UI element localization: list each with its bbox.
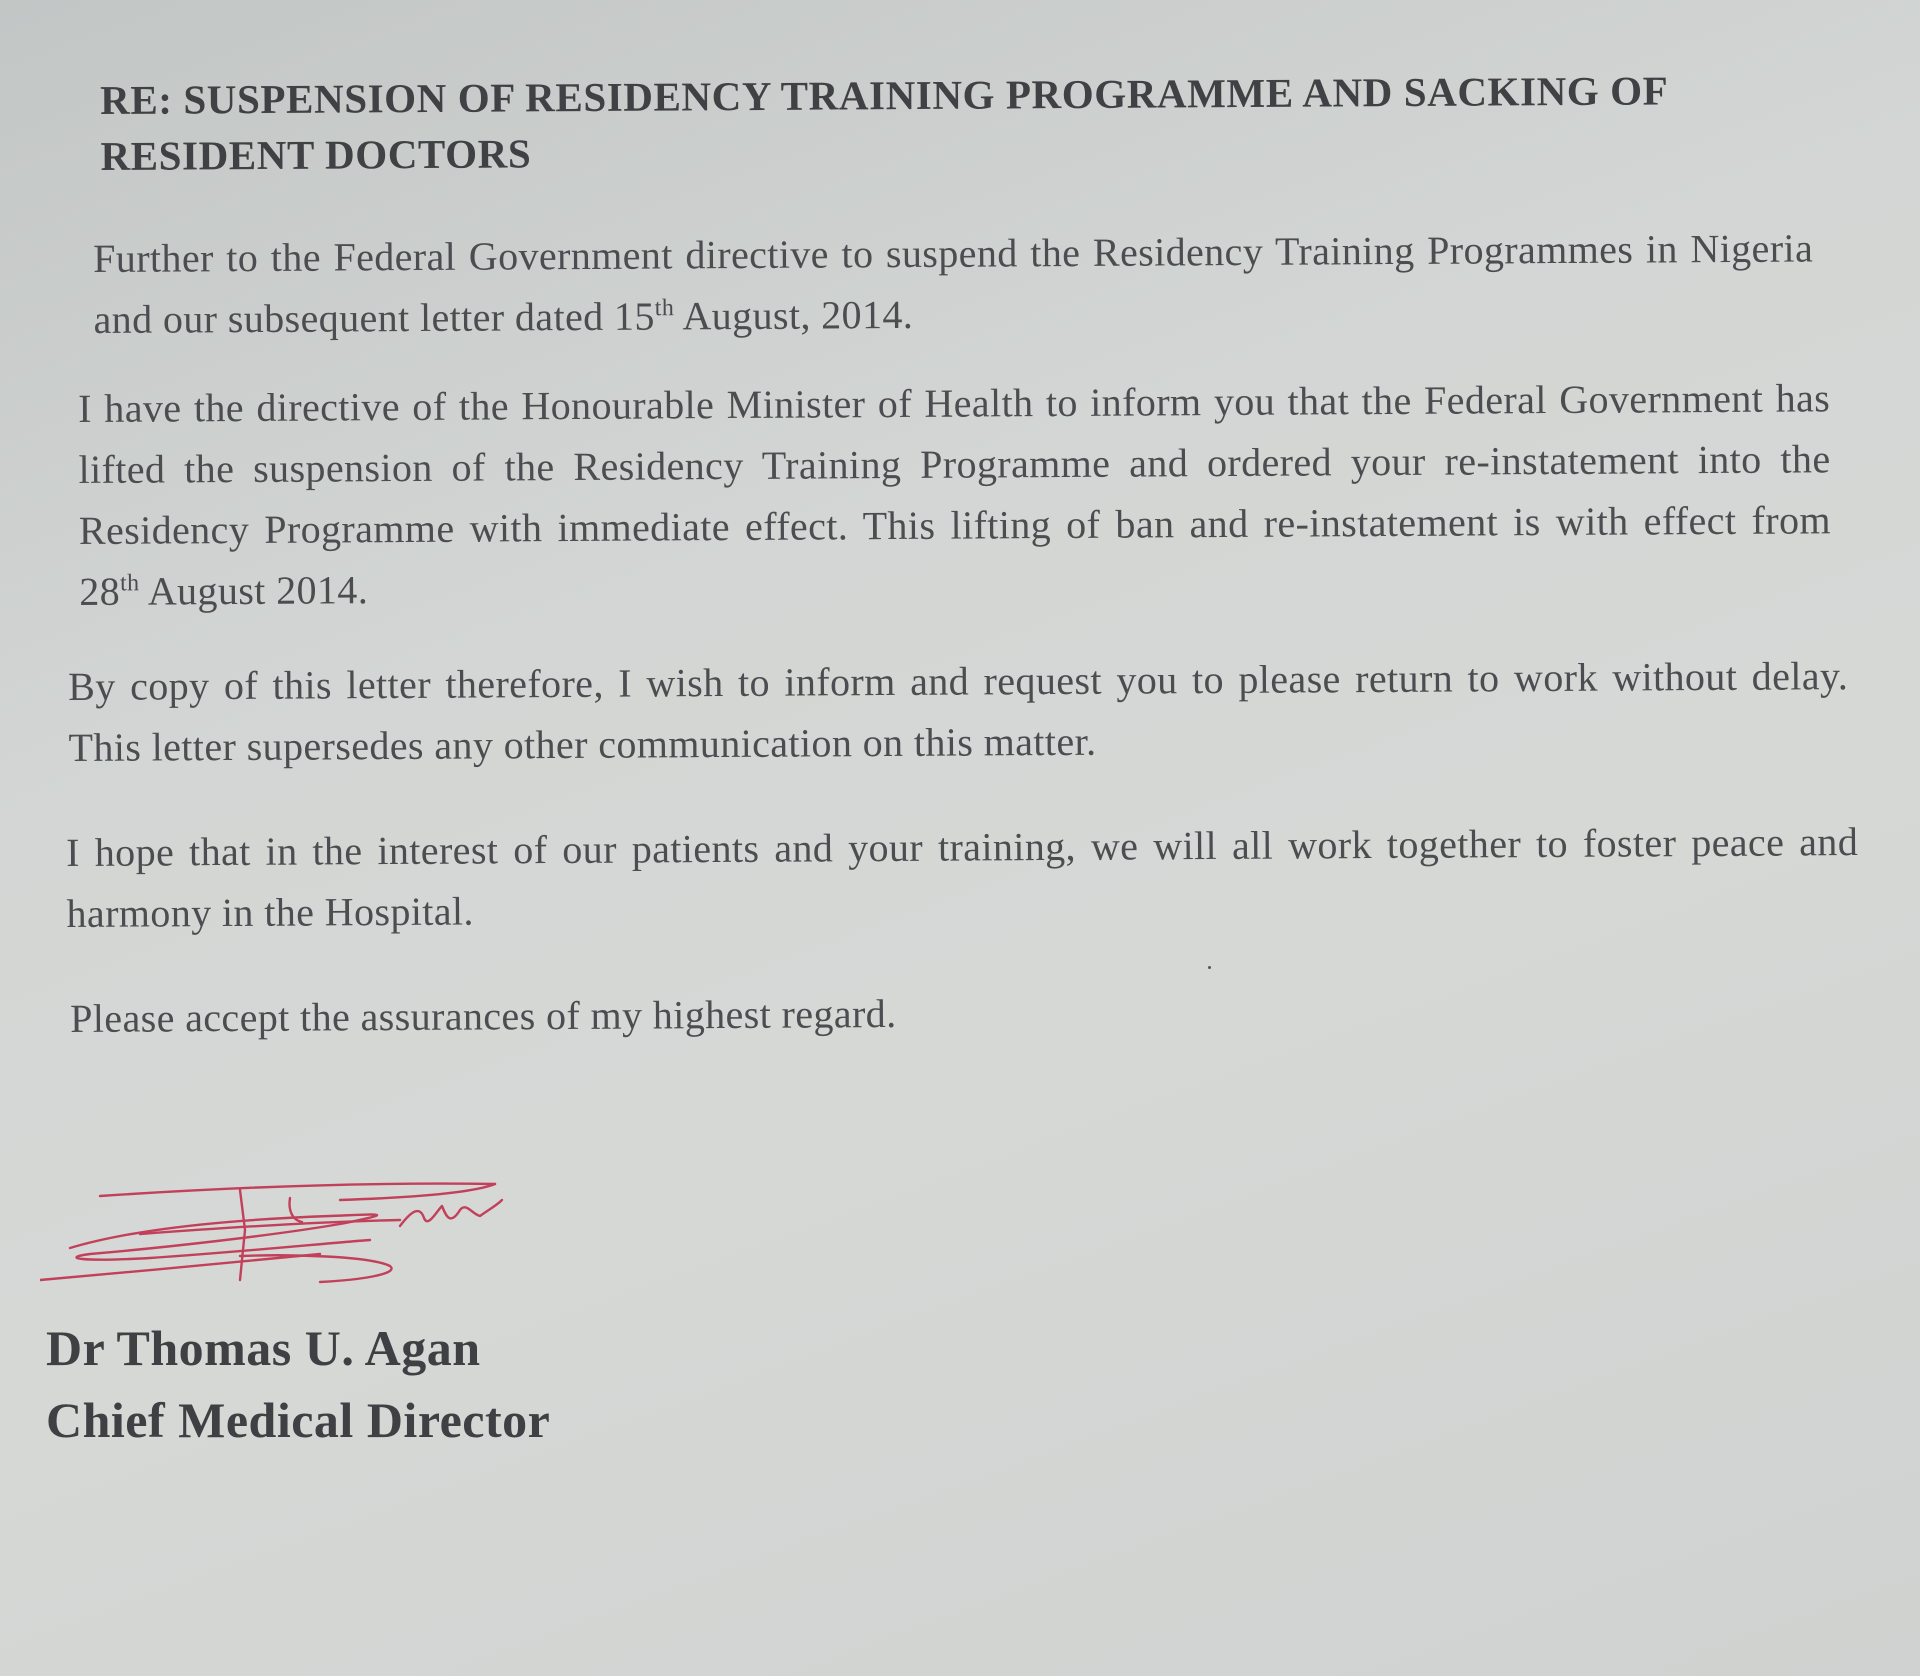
signer-block xyxy=(46,1312,550,1456)
signature xyxy=(40,1170,530,1310)
paragraph-2-ordinal: th xyxy=(119,570,140,597)
letter-subject: RE: SUSPENSION OF RESIDENCY TRAINING PROGRAMME AND SACKING OF RESIDENT DOCTORS xyxy=(100,67,1667,179)
paragraph-1-text: Further to the Federal Government directive to suspend the Residency Training Programmes in Nigeria and our subsequent letter dated 15 xyxy=(93,225,1814,342)
paragraph-4: I hope that in the interest of our patients and your training, we will all work together to foster peace and harmony in the Hospital. xyxy=(66,819,1859,936)
paragraph-1-ordinal: th xyxy=(654,295,675,322)
paragraph-2-date-tail: August 2014. xyxy=(139,567,369,614)
paragraph-2 xyxy=(78,367,1831,622)
paragraph-1 xyxy=(93,217,1814,350)
paragraph-1-date-tail: August, 2014. xyxy=(674,291,914,339)
paragraph-3: By copy of this letter therefore, I wish to inform and request you to please return to work without delay. This letter supersedes any other communication on this matter. xyxy=(68,652,1890,770)
signer-title: Chief Medical Director xyxy=(46,1392,551,1448)
closing-line: Please accept the assurances of my highest regard. xyxy=(70,990,897,1041)
paragraph-2-text: I have the directive of the Honourable Minister of Health to inform you that the Federal Government has lifted the suspension of the Residency Training Programme and ordered your re-instatement into the Residency Programme with immediate effect. This lifting of ban and re-instatement is with effect from 28 xyxy=(78,375,1832,614)
signer-name: Dr Thomas U. Agan xyxy=(46,1320,481,1376)
paper-speck xyxy=(1208,966,1211,969)
